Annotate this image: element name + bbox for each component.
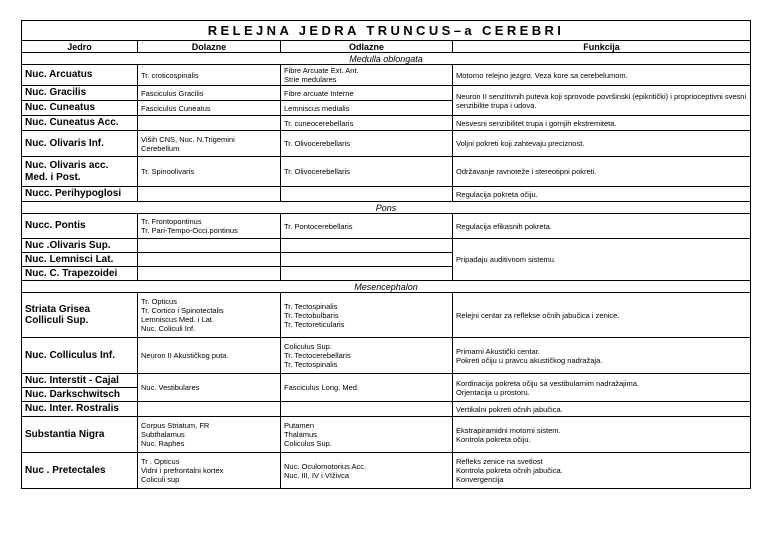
cell-line: Nuc. Raphes [141, 439, 185, 448]
odlazne-cell [281, 239, 453, 253]
table-row [22, 157, 751, 187]
cell-line: Voljni pokreti koji zahtevaju preciznost. [456, 139, 585, 148]
cell-line: Strie medulares [284, 75, 337, 84]
table-row [22, 293, 751, 338]
cell-line: Tr. Olivocerebellaris [284, 167, 350, 176]
dolazne-cell [138, 338, 281, 374]
section-medulla: Medulla oblongata [22, 53, 751, 65]
odlazne-cell [281, 402, 453, 417]
table-row [22, 338, 751, 374]
row-name: Nuc. Inter. Rostralis [22, 402, 138, 417]
dolazne-cell [138, 453, 281, 489]
dolazne-cell [138, 267, 281, 281]
funkcija-cell [453, 214, 751, 239]
table-row [22, 402, 751, 417]
dolazne-cell [138, 187, 281, 202]
cell-line: Nesvesni senzibilitet trupa i gornjih ekstremiteta. [456, 118, 617, 128]
table-row [22, 417, 751, 453]
funkcija-cell [453, 116, 751, 131]
odlazne-cell [281, 65, 453, 86]
odlazne-cell [281, 293, 453, 338]
section-mesencephalon: Mesencephalon [22, 281, 751, 293]
dolazne-cell [138, 293, 281, 338]
cell-line: Putamen [284, 421, 315, 430]
row-name: Nuc. Olivaris Inf. [22, 131, 138, 157]
cell-line: Regulacija efikasnih pokreta. [456, 221, 552, 231]
dolazne-cell [138, 116, 281, 131]
cell-line: Cerebellum [141, 143, 180, 153]
header-jedro: Jedro [22, 41, 138, 53]
cell-line: Striata Grisea [25, 303, 91, 315]
funkcija-cell [453, 453, 751, 489]
cell-line: Relejni centar za reflekse očnih jabučica i zenice. [456, 310, 620, 320]
table-row [22, 65, 751, 86]
cell-line: Tr. Tectobulbaris [284, 310, 339, 320]
cell-line: Neuron II Akustičkog puta. [141, 351, 229, 360]
cell-line: Regulacija pokreta očiju. [456, 189, 538, 199]
odlazne-cell [281, 267, 453, 281]
cell-line: Tr. Opticus [141, 297, 177, 306]
row-name: Nuc. Cuneatus [22, 101, 138, 116]
dolazne-cell: Fasciculus Gracilis [138, 86, 281, 101]
odlazne-cell [281, 253, 453, 267]
cell-line: Tr. Tectocerebellaris [284, 351, 351, 360]
cell-line: Vertikalni pokreti očnih jabučica. [456, 404, 563, 414]
odlazne-cell: Fibre arcuate Interne [281, 86, 453, 101]
document-page [21, 20, 750, 489]
row-name: Nuc. Colliculus Inf. [22, 338, 138, 374]
section-pons: Pons [22, 202, 751, 214]
cell-line: Tr. Tectoreticularis [284, 319, 345, 329]
row-name [22, 293, 138, 338]
table-row [22, 453, 751, 489]
cell-line: Tr. Spinoolivaris [141, 167, 195, 176]
cell-line: Tr. cuneocerebellaris [284, 118, 354, 128]
cell-line: Kordinacija pokreta očiju sa vestibularnim nadražajima. [456, 378, 640, 388]
header-odlazne: Odlazne [281, 41, 453, 53]
row-name: Nuc. Darkschwitsch [22, 388, 138, 402]
odlazne-cell [281, 157, 453, 187]
dolazne-cell [138, 65, 281, 86]
cell-line: Fibre Arcuate Ext. Ant. [284, 66, 359, 75]
cell-line: Tr . Opticus [141, 457, 180, 466]
funkcija-cell: Neuron II senzitivnih puteva koji sprovode površinski (epikritički) i proprioceptivni svesni senzibilite trupa i udova. [453, 86, 751, 116]
cell-line: Coliculi sup [141, 475, 180, 484]
cell-line: Tr. Olivocerebellaris [284, 139, 350, 148]
cell-line: Colliculi Sup. [25, 315, 89, 326]
row-name: Nuc .Olivaris Sup. [22, 239, 138, 253]
row-name: Nuc. Interstit - Cajal [22, 374, 138, 388]
cell-line: Subthalamus [141, 430, 185, 439]
funkcija-cell: Pripadaju auditivnom sistemu. [453, 239, 751, 281]
cell-line: Refleks zenice na svetlost [456, 457, 543, 466]
relay-nuclei-table [21, 20, 751, 489]
cell-line: Nuc. Coliculi Inf. [141, 324, 196, 333]
row-name: Nuc . Pretectales [22, 453, 138, 489]
dolazne-cell [138, 131, 281, 157]
funkcija-cell [453, 338, 751, 374]
funkcija-cell [453, 402, 751, 417]
header-row [22, 41, 751, 53]
cell-line: Vidni i prefrontalni kortex [141, 466, 224, 475]
cell-line: Viših CNS, Nuc. N.Trigemini [141, 134, 235, 144]
row-name: Nucc. Pontis [22, 214, 138, 239]
odlazne-cell [281, 187, 453, 202]
funkcija-cell [453, 374, 751, 402]
dolazne-cell: Nuc. Vestibulares [138, 374, 281, 402]
cell-line: Kontrola pokreta očiju. [456, 434, 531, 444]
cell-line: Corpus Striatum, FR [141, 421, 210, 430]
cell-line: Tr. Pontocerebellaris [284, 221, 353, 231]
row-name: Nuc. Cuneatus Acc. [22, 116, 138, 131]
cell-line: Nuc. Oculomotorius Acc. [284, 461, 367, 471]
dolazne-cell [138, 239, 281, 253]
odlazne-cell [281, 131, 453, 157]
funkcija-cell [453, 187, 751, 202]
table-row [22, 214, 751, 239]
cell-line: Tr. croticospinalis [141, 70, 199, 80]
table-row [22, 239, 751, 253]
funkcija-cell [453, 417, 751, 453]
row-name [22, 157, 138, 187]
table-row [22, 187, 751, 202]
dolazne-cell [138, 157, 281, 187]
odlazne-cell [281, 417, 453, 453]
cell-line: Tr. Cortico i Spinotectalis [141, 306, 224, 315]
cell-line: Tr. Tectospinalis [284, 360, 338, 369]
dolazne-cell [138, 417, 281, 453]
funkcija-cell [453, 293, 751, 338]
cell-line: Nuc. III, IV i VIživca [284, 470, 350, 480]
cell-line: Coliculus Sup. [284, 439, 332, 448]
cell-line: Tr. Tectospinalis [284, 301, 338, 311]
funkcija-cell [453, 131, 751, 157]
cell-line: Pokreti očiju u pravcu akustičkog nadražaja. [456, 355, 603, 365]
cell-line: Orjentacija u prostoru. [456, 387, 530, 397]
odlazne-cell [281, 214, 453, 239]
cell-line: Kontrola pokreta očnih jabučica. [456, 466, 563, 475]
odlazne-cell: Fasciculus Long. Med. [281, 374, 453, 402]
table-row [22, 116, 751, 131]
header-funkcija: Funkcija [453, 41, 751, 53]
table-row [22, 86, 751, 101]
cell-line: Primarni Akustički centar. [456, 346, 540, 356]
cell-line: Tr. Frontopontinus [141, 217, 202, 226]
cell-line: Coliculus Sup. [284, 342, 332, 351]
dolazne-cell [138, 402, 281, 417]
cell-line: Konvergencija [456, 475, 504, 484]
odlazne-cell [281, 338, 453, 374]
header-dolazne: Dolazne [138, 41, 281, 53]
cell-line: Nuc. Olivaris acc. [25, 160, 109, 171]
table-row [22, 374, 751, 388]
table-title: RELEJNA JEDRA TRUNCUS–a CEREBRI [22, 21, 751, 41]
row-name: Nucc. Perihypoglosi [22, 187, 138, 202]
cell-line: Thalamus [284, 430, 317, 439]
cell-line: Održavanje ravnoteže i stereotipni pokreti. [456, 167, 597, 176]
dolazne-cell [138, 214, 281, 239]
odlazne-cell [281, 116, 453, 131]
row-name: Nuc. C. Trapezoidei [22, 267, 138, 281]
funkcija-cell [453, 157, 751, 187]
cell-line: Tr. Pari-Tempo-Occi.pontinus [141, 226, 238, 235]
row-name: Substantia Nigra [22, 417, 138, 453]
funkcija-cell [453, 65, 751, 86]
cell-line: Motorno relejno jezgro. Veza kore sa cerebelumom. [456, 70, 628, 80]
row-name: Nuc. Arcuatus [22, 65, 138, 86]
row-name: Nuc. Gracilis [22, 86, 138, 101]
cell-line: Med. i Post. [25, 171, 81, 183]
cell-line: Ekstrapiramidni motorni sistem. [456, 425, 561, 435]
odlazne-cell [281, 453, 453, 489]
row-name: Nuc. Lemnisci Lat. [22, 253, 138, 267]
dolazne-cell [138, 253, 281, 267]
odlazne-cell: Lemniscus medialis [281, 101, 453, 116]
dolazne-cell: Fasciculus Cuneatus [138, 101, 281, 116]
table-row [22, 131, 751, 157]
cell-line: Lemniscus Med. i Lat. [141, 315, 214, 324]
